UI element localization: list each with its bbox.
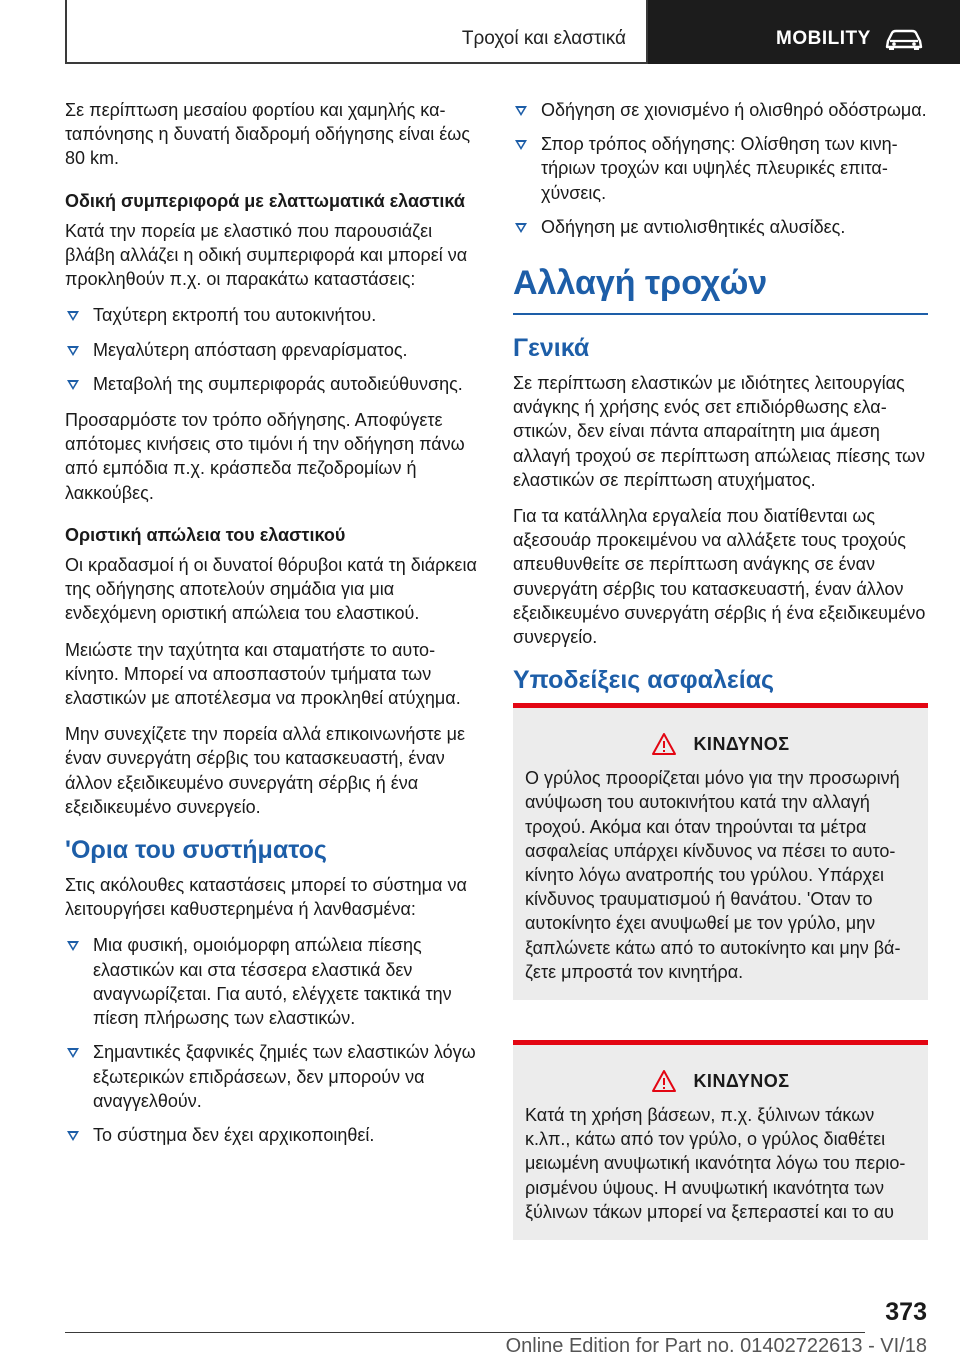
handling-paragraph: Κατά την πορεία με ελαστικό που παρουσιάζει βλάβη αλλάζει η οδική συμπεριφορά και μπορεί να προκληθούν π.χ. οι παρακάτω καταστάσεις: [65,220,468,290]
list-item: Μεταβολή της συμπεριφοράς αυτοδιεύθυνσης. [65,372,480,396]
chapter-tab [648,0,960,64]
header-section-box [65,0,648,64]
bullet-triangle-icon [67,346,79,356]
limits-list-continued [513,98,928,239]
handling-list [65,303,480,396]
loss-paragraph-3: Μην συνεχίζετε την πορεία αλλά επικοινωνήστε με έναν συνεργάτη σέρβις του κατασκευαστή, έναν άλλον εξειδικευμένο συνεργάτη σέρβις ή ένα εξειδικευμένο συνεργείο. [65,724,465,817]
list-item: Μια φυσική, ομοιόμορφη απώλεια πίεσης ελαστικών και στα τέσσερα ελαστικά δεν αναγνωρίζεται. Για αυτό, ελέγχετε τακτικά την πίεση πλήρωσης των ελαστικών. [65,933,480,1030]
adapt-paragraph: Προσαρμόστε τον τρόπο οδήγησης. Αποφύγετε απότομες κινήσεις στο τιμόνι ή την οδήγηση πάνω από εμπόδια π.χ. κράσπεδα πεζοδρομίων ή λακκούβες. [65,410,465,503]
bullet-triangle-icon [515,223,527,233]
bullet-triangle-icon [67,1048,79,1058]
list-item: Σπορ τρόπος οδήγησης: Ολίσθηση των κινητήριων τροχών και υψηλές πλευρικές επιταχύνσεις. [513,132,928,205]
warning-text: Ο γρύλος προορίζεται μόνο για την προσωρινή ανύψωση του αυτοκινήτου κατά την αλλαγή τροχού. Ακόμα και όταν τηρούνται τα μέτρα ασφαλείας υπάρχει κίνδυνος να πέσει το αυτοκίνητο λόγω ανατροπής του γρύλου. Υπάρχει κίνδυνος τραυματισμού ή θανάτου. 'Οταν το αυτοκίνητο έχει ανυψωθεί με τον γρύλο, μην ξαπλώνετε κάτω από το αυτοκίνητο και μην βάζετε μπροστά τον κινητήρα. [525,768,901,982]
intro-paragraph: Σε περίπτωση μεσαίου φορτίου και χαμηλής καταπόνησης η δυνατή διαδρομή οδήγησης είναι έως 80 km. [65,100,471,169]
footer-divider [65,1332,865,1333]
limits-heading: 'Ορια του συστήματος [65,836,327,865]
safety-heading: Υποδείξεις ασφαλείας [513,666,775,695]
bullet-triangle-icon [67,1131,79,1141]
warning-label: ΚΙΝΔΥΝΟΣ [693,1070,790,1091]
warning-header [525,1069,916,1093]
danger-warning-box [513,1040,928,1240]
limits-paragraph: Στις ακόλουθες καταστάσεις μπορεί το σύστημα να λειτουργήσει καθυστερημένα ή λανθασμένα: [65,875,467,920]
edition-text: Online Edition for Part no. 01402722613 - VI/18 [505,1335,927,1357]
warning-label: ΚΙΝΔΥΝΟΣ [693,733,790,754]
right-column [513,98,928,1240]
list-item: Οδήγηση με αντιολισθητικές αλυσίδες. [513,215,928,239]
bullet-triangle-icon [67,311,79,321]
list-item: Ταχύτερη εκτροπή του αυτοκινήτου. [65,303,480,327]
warning-text: Κατά τη χρήση βάσεων, π.χ. ξύλινων τάκων κ.λπ., κάτω από τον γρύλο, ο γρύλος διαθέτει μειωμένη ανυψωτική ικανότητα λόγω του περιορισμένου ύψους. Η ανυψωτική ικανότητα των ξύλινων τάκων μπορεί να ξεπεραστεί και το αυ [525,1105,906,1222]
chapter-label: MOBILITY [776,28,871,49]
warning-triangle-icon [651,1069,677,1093]
loss-paragraph-1: Οι κραδασμοί ή οι δυνατοί θόρυβοι κατά τη διάρκεια της οδήγησης αποτελούν σημάδια για μια ενδεχόμενη οριστική απώλεια του ελαστικού. [65,555,477,624]
left-column [65,98,480,1159]
bullet-triangle-icon [515,140,527,150]
section-title: Τροχοί και ελαστικά [461,28,626,49]
warning-triangle-icon [651,732,677,756]
general-heading: Γενικά [513,334,590,363]
loss-subheading: Οριστική απώλεια του ελαστικού [65,524,346,545]
bullet-triangle-icon [515,106,527,116]
list-item: Το σύστημα δεν έχει αρχικοποιηθεί. [65,1123,480,1147]
list-item: Σημαντικές ξαφνικές ζημιές των ελαστικών λόγω εξωτερικών επιδράσεων, δεν μπορούν να αναγγελθούν. [65,1040,480,1113]
limits-list [65,933,480,1147]
general-paragraph-2: Για τα κατάλληλα εργαλεία που διατίθενται ως αξεσουάρ προκειμένου να αλλάξετε τους τροχούς απευθυνθείτε σε περίπτωση ανάγκης σε έναν συνεργάτη σέρβις του κατασκευαστή, έναν άλλον εξειδικευμένο συνεργάτη σέρβις ή ένα εξειδικευμένο συνεργείο. [513,506,926,648]
warning-header [525,732,916,756]
loss-paragraph-2: Μειώστε την ταχύτητα και σταματήστε το αυτοκίνητο. Μπορεί να αποσπαστούν τμήματα των ελαστικών με αποτέλεσμα να προκληθεί ατύχημα. [65,639,461,709]
list-item: Μεγαλύτερη απόσταση φρεναρίσματος. [65,338,480,362]
bullet-triangle-icon [67,380,79,390]
general-paragraph-1: Σε περίπτωση ελαστικών με ιδιότητες λειτουργίας ανάγκης ή χρήσης ενός σετ επιδιόρθωσης ελαστικών, δεν είναι πάντα απαραίτητη μια άμεση αλλαγή τροχού σε περίπτωση απώλειας πίεσης των ελαστικών σε περίπτωση ατυχήματος. [513,373,926,490]
bullet-triangle-icon [67,941,79,951]
handling-subheading: Οδική συμπεριφορά με ελαττωματικά ελαστικά [65,190,465,211]
car-icon [884,27,924,51]
danger-warning-box [513,703,928,1000]
wheel-change-heading: Αλλαγή τροχών [513,263,928,315]
list-item: Οδήγηση σε χιονισμένο ή ολισθηρό οδόστρωμα. [513,98,928,122]
page-number: 373 [885,1298,927,1326]
